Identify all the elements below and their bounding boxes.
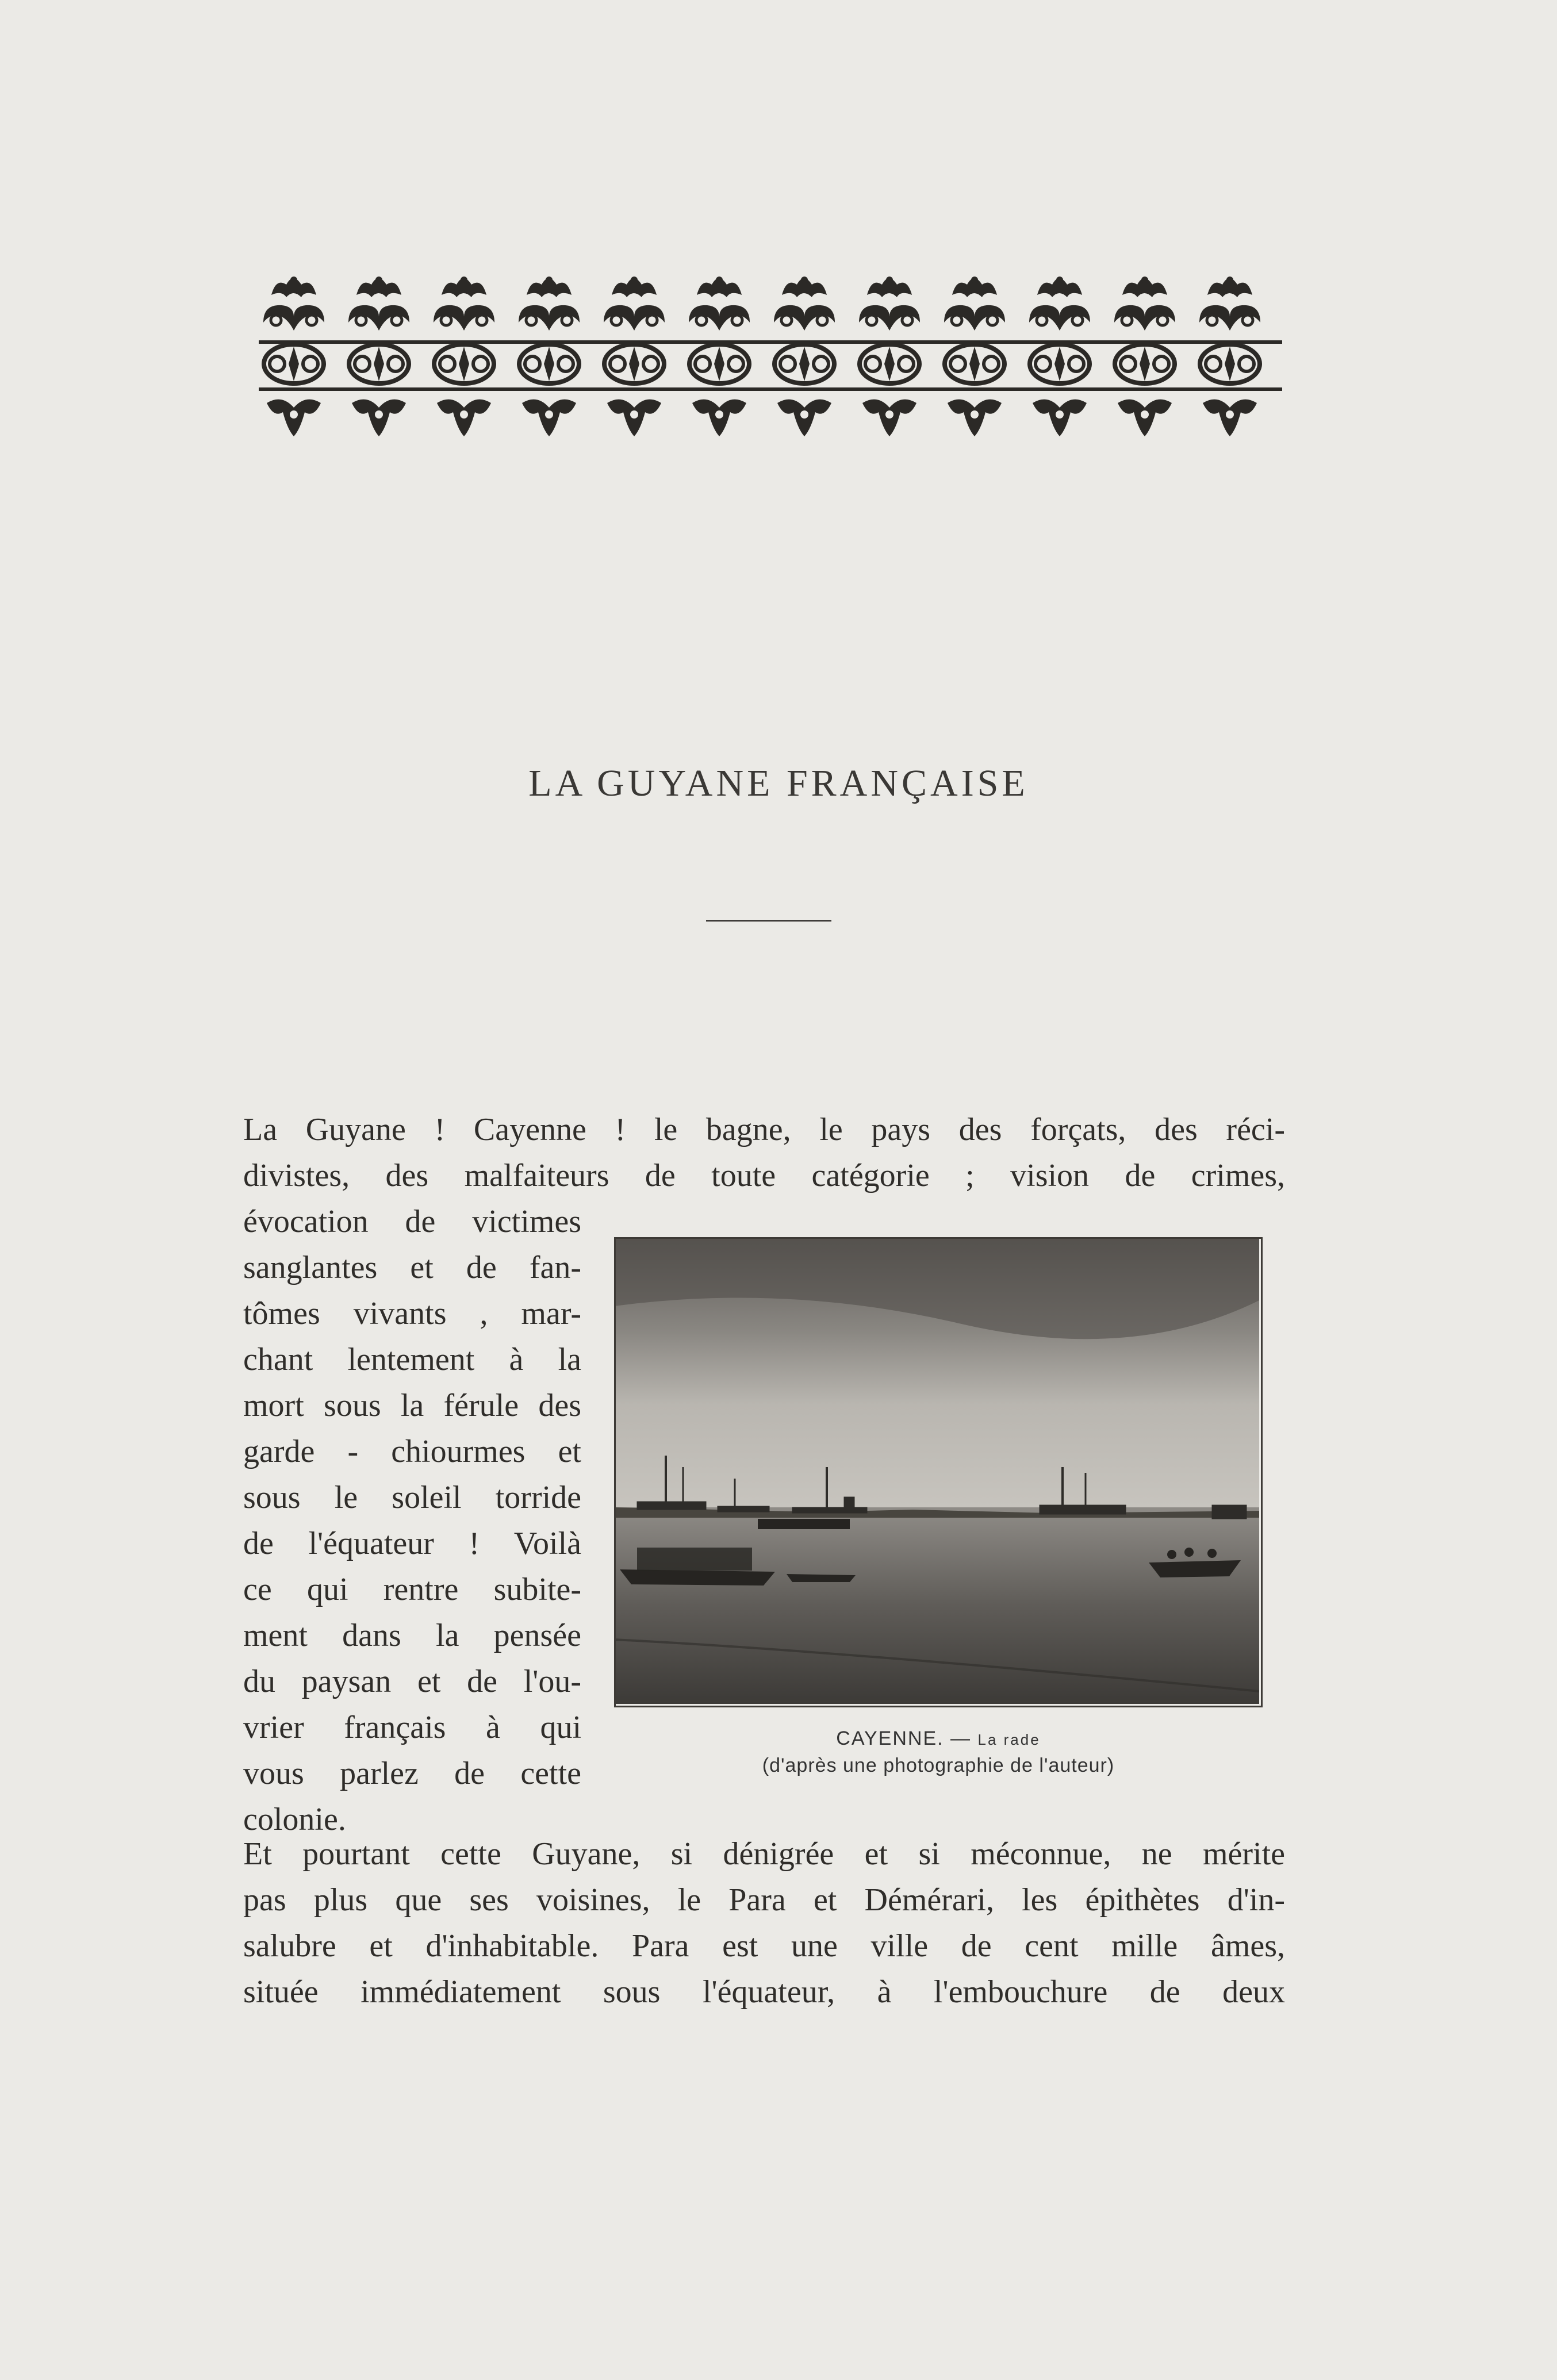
text-line: ment dans la pensée (243, 1618, 581, 1653)
text-line: salubre et d'inhabitable. Para est une ville de cent mille âmes, (243, 1928, 1285, 1964)
photograph-border (614, 1237, 1263, 1707)
harbor-photograph-figure (614, 1237, 1263, 1707)
text-line: ce qui rentre subite- (243, 1572, 581, 1607)
paragraph-1-wrapped-column (243, 1199, 581, 1842)
text-line: sanglantes et de fan- (243, 1250, 581, 1285)
caption-subject: La rade (977, 1731, 1041, 1748)
text-line: Et pourtant cette Guyane, si dénigrée et si méconnue, ne mérite (243, 1836, 1285, 1872)
paragraph-1-opening (243, 1107, 1285, 1199)
text-line: située immédiatement sous l'équateur, à l'embouchure de deux (243, 1974, 1285, 2010)
text-line: mort sous la férule des (243, 1388, 581, 1423)
title-divider (706, 920, 831, 922)
text-line: sous le soleil torride (243, 1480, 581, 1515)
text-line: divistes, des malfaiteurs de toute catégorie ; vision de crimes, (243, 1158, 1285, 1193)
text-line: de l'équateur ! Voilà (243, 1526, 581, 1561)
text-line: La Guyane ! Cayenne ! le bagne, le pays des forçats, des réci- (243, 1112, 1285, 1147)
text-line: tômes vivants , mar- (243, 1296, 581, 1331)
text-line: vous parlez de cette (243, 1756, 581, 1791)
text-line: évocation de victimes (243, 1204, 581, 1239)
figure-caption-title (614, 1728, 1263, 1750)
paragraph-2 (243, 1831, 1285, 2015)
figure-caption-credit: (d'après une photographie de l'auteur) (762, 1755, 1115, 1776)
text-line: chant lentement à la (243, 1342, 581, 1377)
text-line: garde - chiourmes et (243, 1434, 581, 1469)
ornamental-headpiece (259, 267, 1282, 443)
caption-dash: — (944, 1728, 978, 1749)
chapter-title: LA GUYANE FRANÇAISE (528, 762, 1029, 804)
text-line: pas plus que ses voisines, le Para et Démérari, les épithètes d'in- (243, 1882, 1285, 1918)
caption-place: CAYENNE. (836, 1728, 944, 1749)
text-line: vrier français à qui (243, 1710, 581, 1745)
text-line: colonie. (243, 1802, 346, 1837)
text-line: du paysan et de l'ou- (243, 1664, 581, 1699)
